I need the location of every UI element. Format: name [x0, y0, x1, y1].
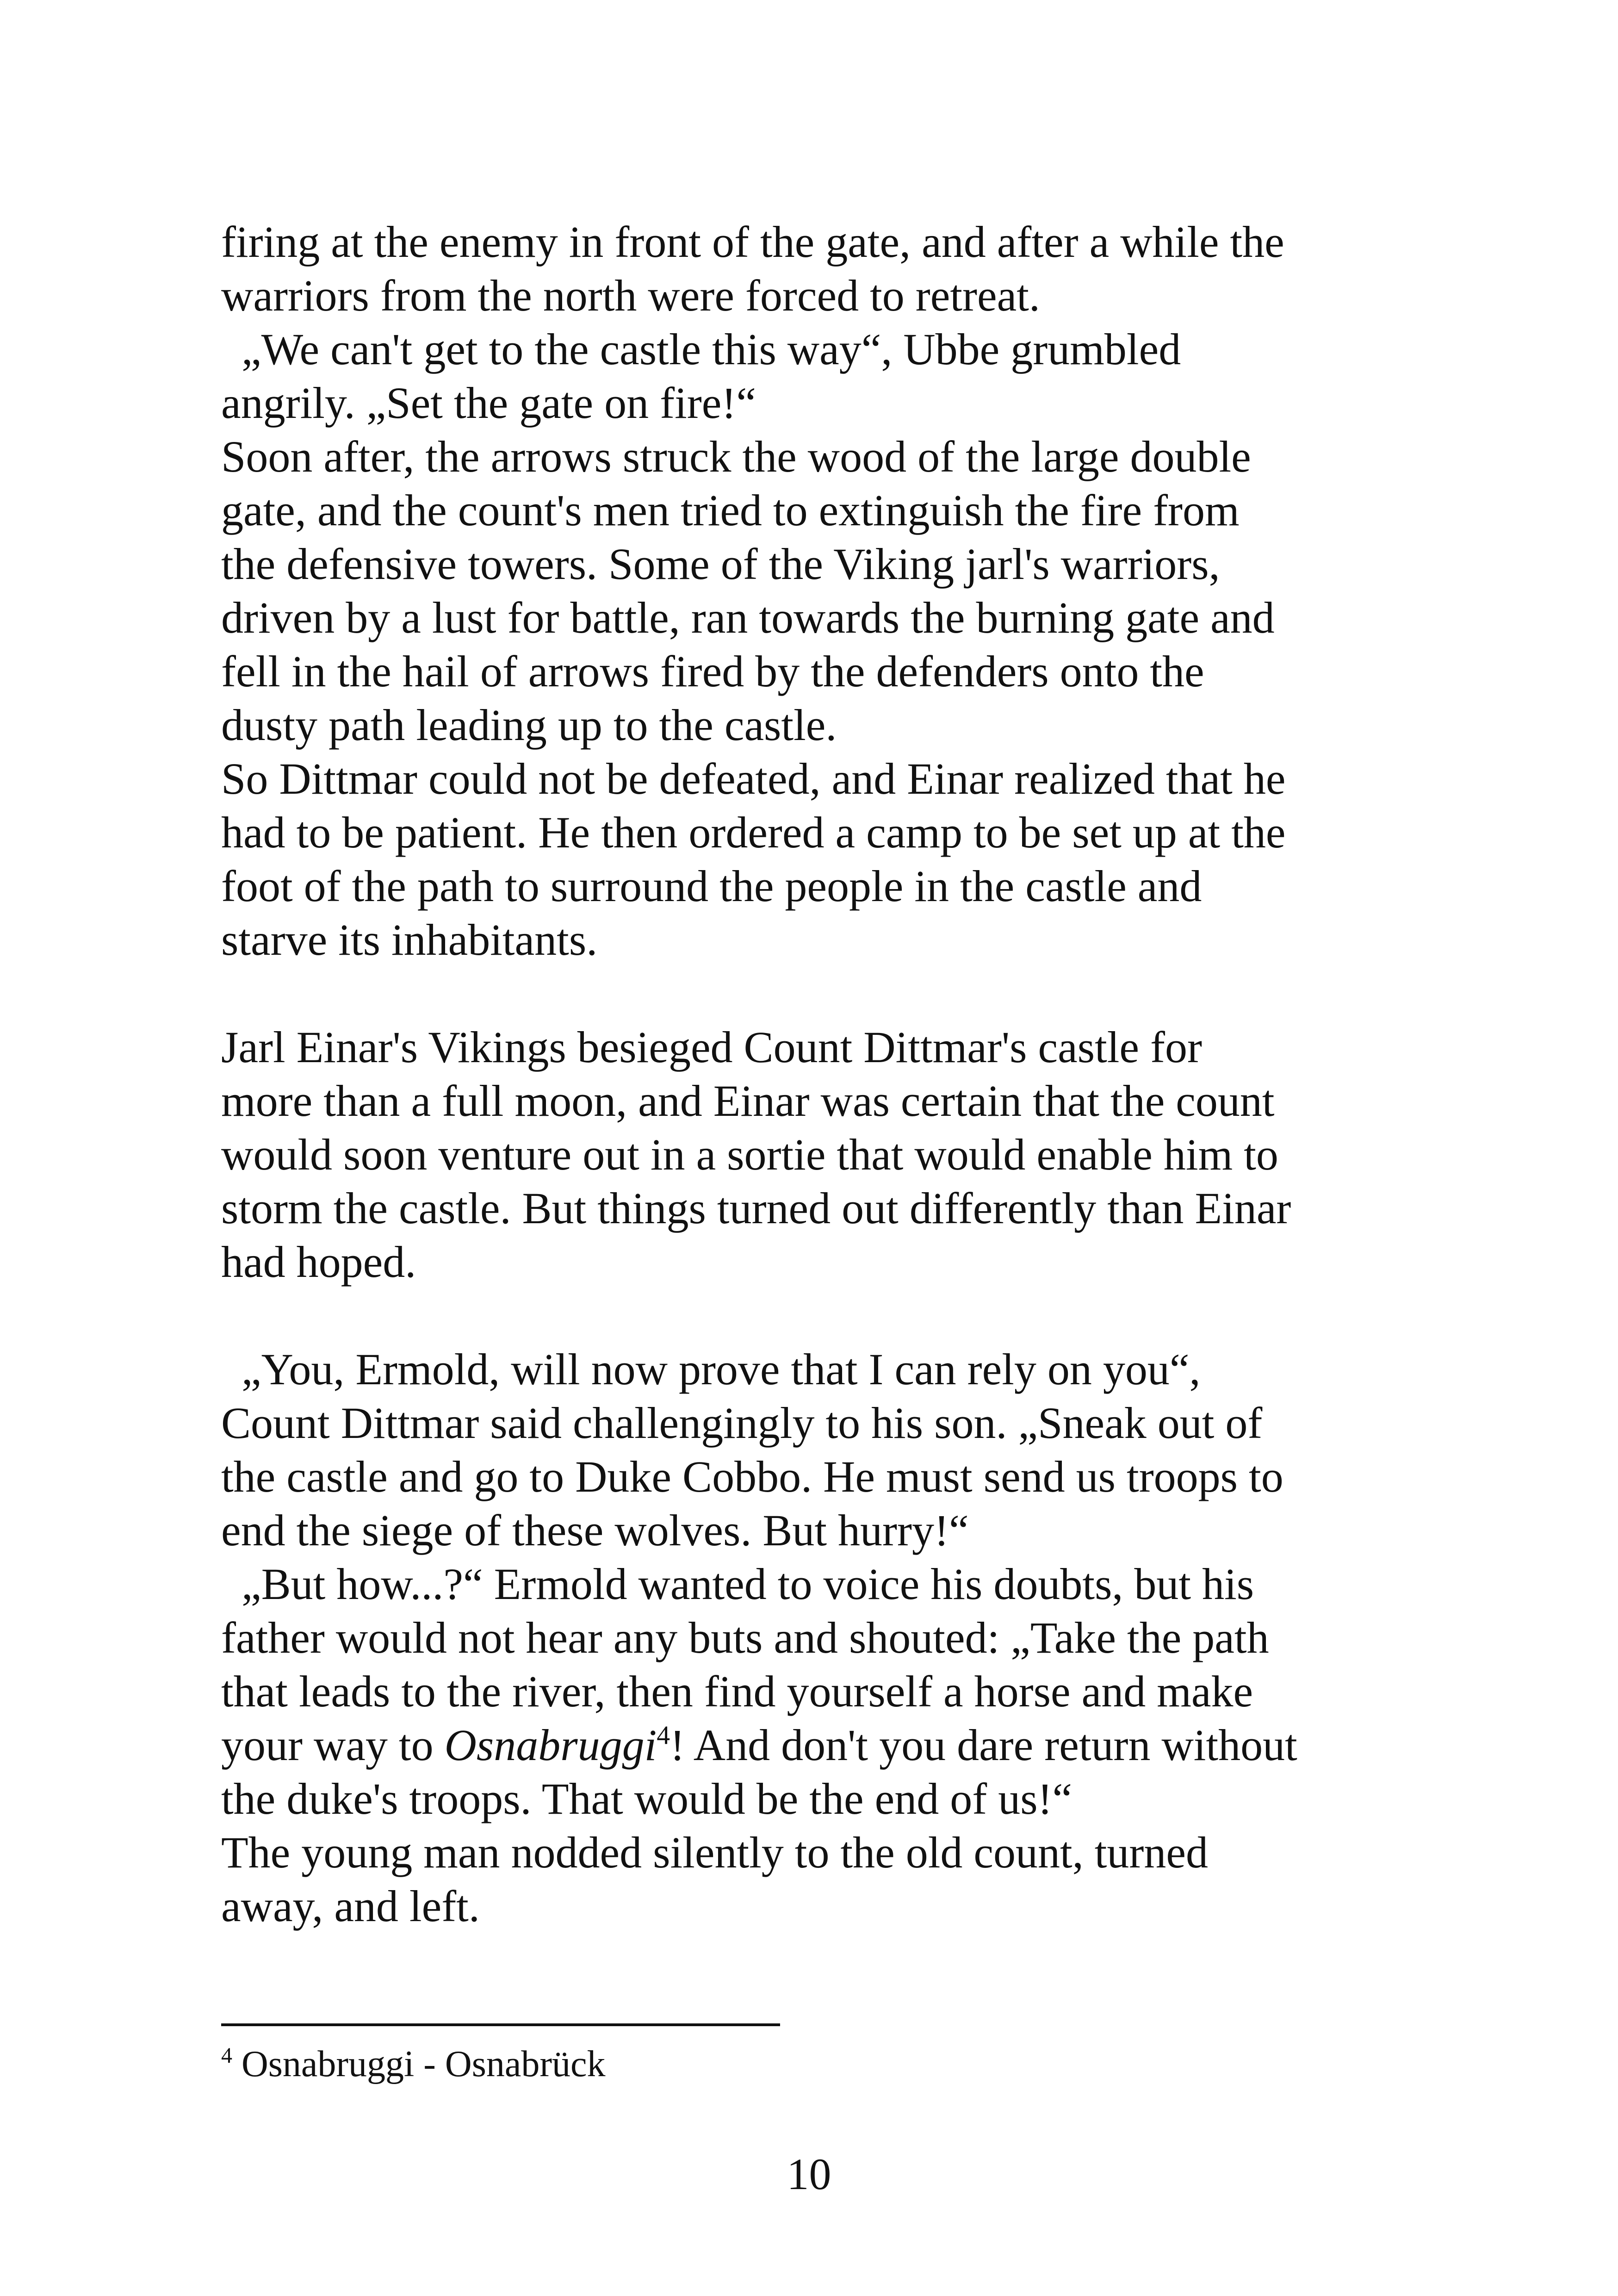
text-line: more than a full moon, and Einar was certain that the count: [221, 1076, 1275, 1126]
body-text: [221, 215, 1406, 1933]
text-line: the defensive towers. Some of the Viking jarl's warriors,: [221, 539, 1220, 589]
text-line: foot of the path to surround the people in the castle and: [221, 861, 1202, 911]
text-line: the castle and go to Duke Cobbo. He must send us troops to: [221, 1452, 1283, 1501]
text-line: the duke's troops. That would be the end of us!“: [221, 1774, 1072, 1823]
place-name: Osnabruggi: [444, 1720, 657, 1770]
text-line: Soon after, the arrows struck the wood of the large double: [221, 432, 1251, 481]
text-line: driven by a lust for battle, ran towards the burning gate and: [221, 593, 1275, 642]
footnote-divider: [221, 2023, 780, 2026]
text-line: So Dittmar could not be defeated, and Einar realized that he: [221, 754, 1286, 803]
text-segment: ! And don't you dare return without: [670, 1720, 1297, 1770]
text-line: warriors from the north were forced to retreat.: [221, 271, 1040, 320]
text-line: storm the castle. But things turned out differently than Einar: [221, 1183, 1291, 1233]
text-line: away, and left.: [221, 1881, 480, 1931]
paragraph-break: [221, 1289, 1406, 1343]
text-line: gate, and the count's men tried to extinguish the fire from: [221, 485, 1240, 535]
text-line: had to be patient. He then ordered a camp to be set up at the: [221, 808, 1286, 857]
text-line: „We can't get to the castle this way“, Ubbe grumbled: [242, 324, 1181, 374]
text-segment: your way to: [221, 1720, 445, 1770]
footnote: [221, 2041, 605, 2087]
text-line: dusty path leading up to the castle.: [221, 700, 837, 750]
text-line: that leads to the river, then find yourself a horse and make: [221, 1667, 1253, 1716]
footnote-reference-line: [221, 1718, 1406, 1772]
footnote-text: Osnabruggi - Osnabrück: [232, 2044, 606, 2084]
text-line: starve its inhabitants.: [221, 915, 598, 964]
page-number: 10: [787, 2149, 831, 2199]
text-line: fell in the hail of arrows fired by the defenders onto the: [221, 647, 1204, 696]
text-line: Count Dittmar said challengingly to his son. „Sneak out of: [221, 1398, 1263, 1448]
text-line: angrily. „Set the gate on fire!“: [221, 378, 756, 428]
text-line: The young man nodded silently to the old count, turned: [221, 1828, 1208, 1877]
text-line: Jarl Einar's Vikings besieged Count Dittmar's castle for: [221, 1022, 1202, 1072]
text-line: end the siege of these wolves. But hurry!“: [221, 1506, 969, 1555]
paragraph-break: [221, 967, 1406, 1020]
text-line: had hoped.: [221, 1237, 416, 1287]
footnote-marker[interactable]: 4: [657, 1721, 670, 1750]
text-line: father would not hear any buts and shouted: „Take the path: [221, 1613, 1269, 1662]
text-line: would soon venture out in a sortie that would enable him to: [221, 1130, 1278, 1179]
footnote-number: 4: [221, 2043, 232, 2068]
text-line: firing at the enemy in front of the gate, and after a while the: [221, 217, 1284, 267]
text-line: „You, Ermold, will now prove that I can rely on you“,: [242, 1344, 1201, 1394]
text-line: „But how...?“ Ermold wanted to voice his doubts, but his: [242, 1559, 1254, 1609]
